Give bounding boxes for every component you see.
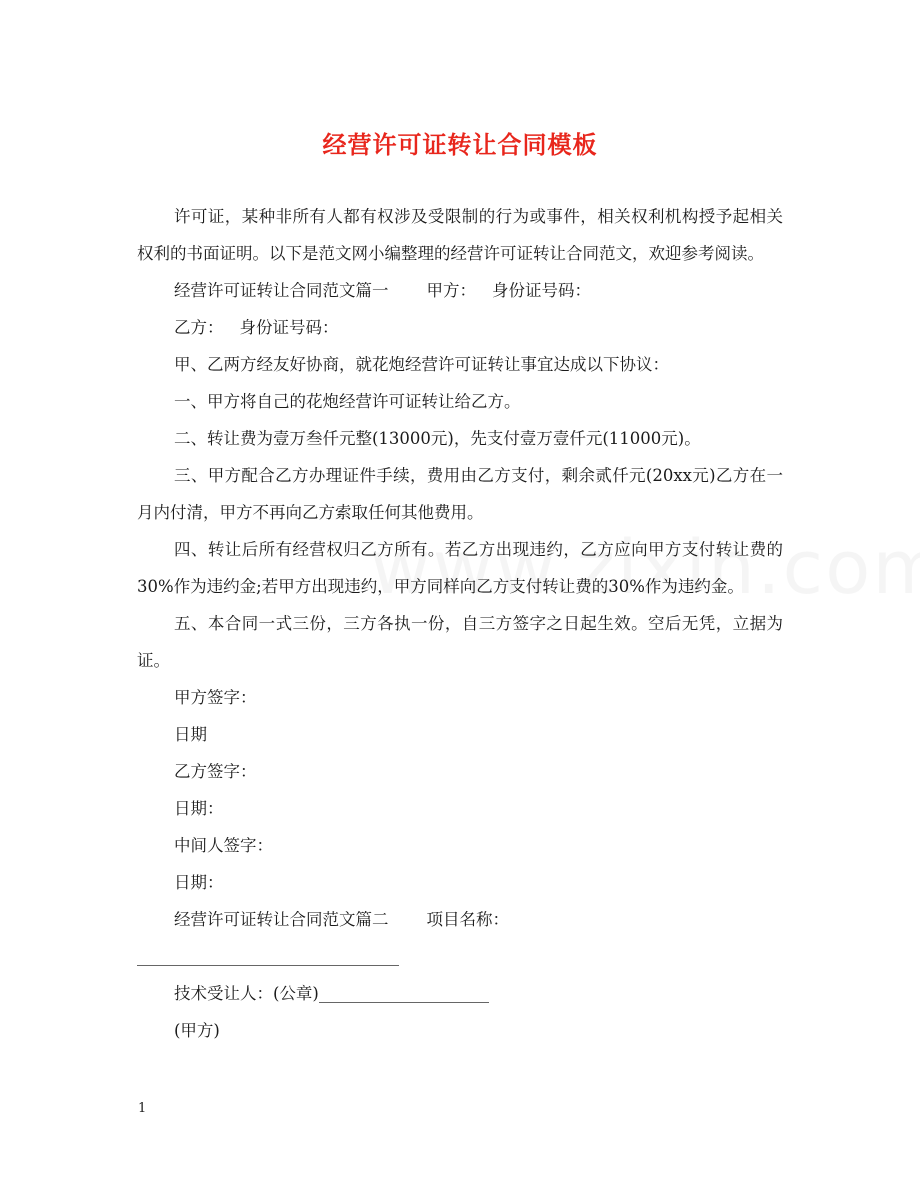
project-name-label: 项目名称： xyxy=(426,910,509,929)
signature-party-b: 乙方签字： xyxy=(174,762,257,781)
tech-transferee-line xyxy=(137,975,783,1012)
clause-2: 二、转让费为壹万叁仟元整(13000元)，先支付壹万壹仟元(11000元)。 xyxy=(174,429,701,448)
project-name-blank-line xyxy=(137,938,783,975)
sample-one-heading: 经营许可证转让合同范文篇一 xyxy=(174,281,389,300)
tech-transferee-blank xyxy=(319,982,489,1003)
page-number: 1 xyxy=(138,1101,147,1116)
clause-5: 五、本合同一式三份，三方各执一份，自三方签字之日起生效。空后无凭，立据为证。 xyxy=(137,614,783,670)
clause-3: 三、甲方配合乙方办理证件手续，费用由乙方支付，剩余贰仟元(20xx元)乙方在一月内付清，甲方不再向乙方索取任何其他费用。 xyxy=(137,466,783,522)
intro-paragraph: 许可证，某种非所有人都有权涉及受限制的行为或事件，相关权利机构授予起相关权利的书面证明。以下是范文网小编整理的经营许可证转让合同范文，欢迎参考阅读。 xyxy=(137,207,783,263)
signature-intermediary: 中间人签字： xyxy=(174,836,273,855)
document-body xyxy=(137,198,783,1049)
document-title: 经营许可证转让合同模板 xyxy=(322,131,598,159)
sample-two-heading: 经营许可证转让合同范文篇二 xyxy=(174,910,389,929)
signature-date-2: 日期： xyxy=(174,799,224,818)
party-b-label: 乙方： xyxy=(174,318,224,337)
project-name-underline xyxy=(137,965,399,966)
party-a-paren: (甲方) xyxy=(174,1021,220,1040)
party-a-label: 甲方： xyxy=(426,281,476,300)
signature-party-a: 甲方签字： xyxy=(174,688,257,707)
party-b-id-label: 身份证号码： xyxy=(239,318,339,337)
sample-one-line xyxy=(137,272,783,309)
clause-4: 四、转让后所有经营权归乙方所有。若乙方出现违约，乙方应向甲方支付转让费的30%作为违约金;若甲方出现违约，甲方同样向乙方支付转让费的30%作为违约金。 xyxy=(137,540,783,596)
party-a-id-label: 身份证号码： xyxy=(492,281,591,300)
party-b-line xyxy=(137,309,783,346)
clause-1: 一、甲方将自己的花炮经营许可证转让给乙方。 xyxy=(174,392,521,411)
agreement-intro: 甲、乙两方经友好协商，就花炮经营许可证转让事宜达成以下协议： xyxy=(174,355,669,374)
signature-date-1: 日期 xyxy=(174,725,207,744)
sample-two-line xyxy=(137,901,783,938)
signature-date-3: 日期： xyxy=(174,873,224,892)
tech-transferee-label: 技术受让人：(公章) xyxy=(174,984,319,1003)
